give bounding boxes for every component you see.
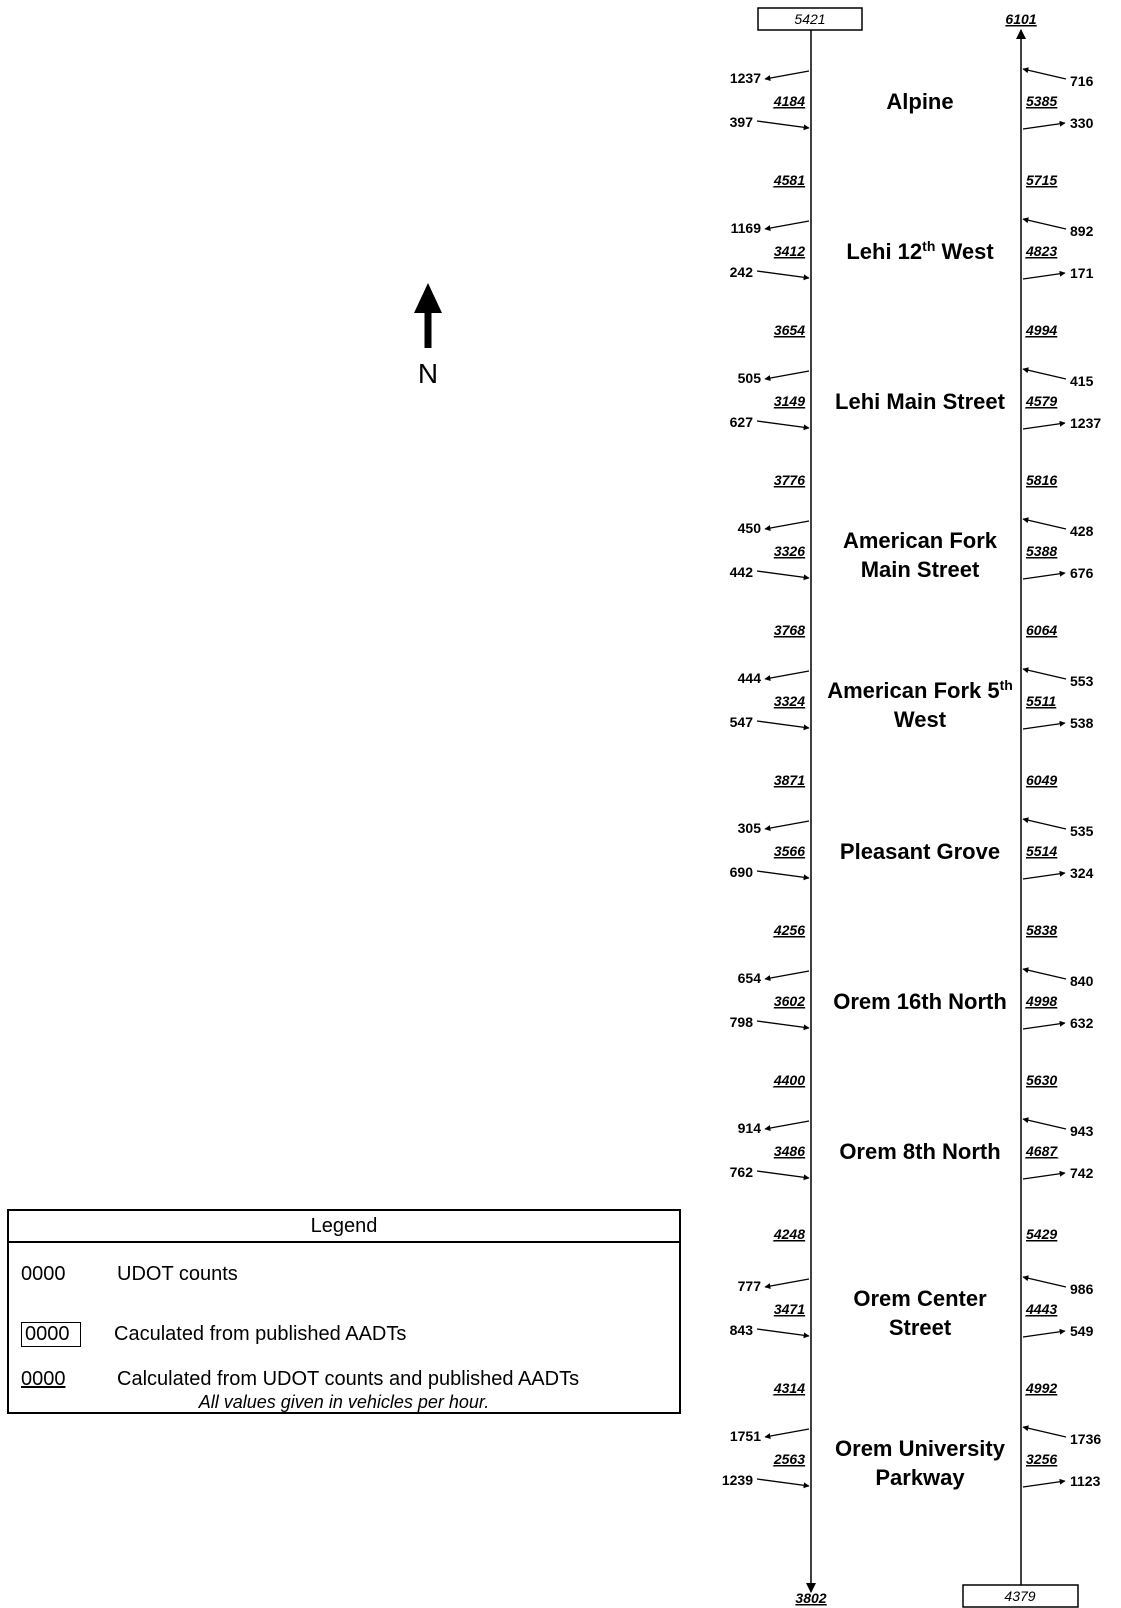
interchange-name: Lehi 12th West — [846, 238, 994, 264]
interchange-name-superscript: th — [922, 238, 936, 254]
nb-on-ramp-value: 986 — [1070, 1281, 1094, 1297]
interchange-name-tail: West — [935, 239, 994, 264]
sb-on-ramp-arrow — [757, 421, 809, 428]
sb-on-ramp-arrow — [757, 871, 809, 878]
legend-title: Legend — [9, 1211, 679, 1243]
sb-on-ramp-value: 397 — [729, 114, 753, 130]
nb-on-ramp-arrow — [1023, 219, 1066, 229]
nb-off-ramp-arrow — [1023, 1481, 1065, 1487]
nb-on-ramp-value: 892 — [1070, 223, 1094, 239]
nb-on-ramp-value: 716 — [1070, 73, 1094, 89]
sb-off-ramp-arrow — [765, 71, 809, 79]
sb-between-segment-value: 3654 — [773, 322, 805, 338]
sb-off-ramp-value: 444 — [737, 670, 761, 686]
nb-off-ramp-value: 632 — [1070, 1015, 1094, 1031]
interchange-name-line2: Street — [888, 1315, 952, 1340]
sb-on-ramp-value: 690 — [729, 864, 753, 880]
interchange-name: Pleasant Grove — [839, 839, 1001, 864]
nb-on-ramp-value: 553 — [1070, 673, 1094, 689]
nb-between-segment-value: 5429 — [1026, 1226, 1058, 1242]
nb-mid-segment-value: 4823 — [1026, 243, 1058, 259]
legend-text-aadt: Caculated from published AADTs — [114, 1323, 407, 1345]
interchange-name-line2: West — [893, 707, 947, 732]
sb-between-segment-value: 3776 — [773, 472, 805, 488]
interchange-name: American Fork 5th — [827, 677, 1013, 703]
sb-on-ramp-arrow — [757, 271, 809, 278]
nb-on-ramp-arrow — [1023, 519, 1066, 529]
sb-mid-segment-value: 3471 — [773, 1301, 805, 1317]
sb-on-ramp-arrow — [757, 1329, 809, 1336]
nb-on-ramp-arrow — [1023, 1119, 1066, 1129]
sb-on-ramp-arrow — [757, 121, 809, 128]
legend — [7, 1209, 681, 1414]
sb-mid-segment-value: 3324 — [773, 693, 805, 709]
sb-on-ramp-value: 627 — [729, 414, 753, 430]
nb-between-segment-value: 6064 — [1026, 622, 1058, 638]
sb-on-ramp-value: 762 — [729, 1164, 753, 1180]
nb-off-ramp-arrow — [1023, 1023, 1065, 1029]
sb-between-segment-value: 4248 — [773, 1226, 805, 1242]
sb-on-ramp-arrow — [757, 1171, 809, 1178]
north-label: N — [417, 358, 439, 389]
interchange-name: Alpine — [886, 89, 954, 114]
interchange-name: Orem 16th North — [833, 989, 1007, 1014]
interchange-name: Lehi Main Street — [835, 389, 1005, 414]
nb-on-ramp-value: 428 — [1070, 523, 1094, 539]
southbound-start-value: 5421 — [794, 11, 826, 27]
legend-note: All values given in vehicles per hour. — [198, 1392, 490, 1412]
sb-off-ramp-value: 654 — [737, 970, 761, 986]
nb-mid-segment-value: 4998 — [1026, 993, 1058, 1009]
sb-mid-segment-value: 3412 — [773, 243, 805, 259]
sb-off-ramp-arrow — [765, 1429, 809, 1437]
sb-mid-segment-value: 3486 — [773, 1143, 805, 1159]
sb-on-ramp-value: 442 — [729, 564, 753, 580]
nb-off-ramp-value: 538 — [1070, 715, 1094, 731]
nb-on-ramp-arrow — [1023, 969, 1066, 979]
nb-on-ramp-value: 415 — [1070, 373, 1094, 389]
nb-off-ramp-arrow — [1023, 1173, 1065, 1179]
sb-off-ramp-arrow — [765, 821, 809, 829]
sb-on-ramp-arrow — [757, 1021, 809, 1028]
sb-off-ramp-arrow — [765, 221, 809, 229]
sb-off-ramp-arrow — [765, 1279, 809, 1287]
interchange-name: American Fork — [842, 528, 998, 553]
sb-mid-segment-value: 3326 — [773, 543, 805, 559]
sb-off-ramp-value: 1751 — [729, 1428, 761, 1444]
nb-off-ramp-value: 171 — [1070, 265, 1094, 281]
nb-between-segment-value: 5630 — [1026, 1072, 1058, 1088]
sb-off-ramp-value: 1169 — [730, 220, 761, 236]
north-arrow-icon — [414, 283, 442, 313]
legend-sample-plain: 0000 — [21, 1263, 66, 1285]
sb-mid-segment-value: 4184 — [773, 93, 805, 109]
nb-on-ramp-value: 1736 — [1070, 1431, 1102, 1447]
nb-mid-segment-value: 5511 — [1026, 693, 1057, 709]
nb-off-ramp-arrow — [1023, 273, 1065, 279]
nb-mid-segment-value: 4443 — [1026, 1301, 1058, 1317]
sb-on-ramp-value: 547 — [729, 714, 753, 730]
nb-between-segment-value: 5715 — [1026, 172, 1058, 188]
sb-off-ramp-arrow — [765, 671, 809, 679]
interchange-name: Orem University — [835, 1436, 1005, 1461]
sb-off-ramp-arrow — [765, 971, 809, 979]
sb-off-ramp-arrow — [765, 1121, 809, 1129]
nb-off-ramp-arrow — [1023, 723, 1065, 729]
legend-row-aadt — [21, 1322, 406, 1347]
nb-off-ramp-value: 676 — [1070, 565, 1094, 581]
nb-between-segment-value: 5838 — [1026, 922, 1058, 938]
sb-on-ramp-value: 843 — [729, 1322, 753, 1338]
nb-on-ramp-value: 840 — [1070, 973, 1094, 989]
nb-off-ramp-value: 742 — [1070, 1165, 1094, 1181]
sb-between-segment-value: 4256 — [773, 922, 805, 938]
sb-between-segment-value: 3871 — [773, 772, 805, 788]
nb-off-ramp-value: 1237 — [1070, 415, 1102, 431]
northbound-start-value: 4379 — [1004, 1588, 1036, 1604]
nb-off-ramp-arrow — [1023, 573, 1065, 579]
nb-mid-segment-value: 3256 — [1026, 1451, 1058, 1467]
nb-off-ramp-arrow — [1023, 423, 1065, 429]
sb-on-ramp-value: 1239 — [721, 1472, 753, 1488]
nb-off-ramp-value: 549 — [1070, 1323, 1094, 1339]
interchange-name: Orem Center — [853, 1286, 987, 1311]
legend-text-udot-counts: UDOT counts — [117, 1263, 238, 1285]
interchange-name: Orem 8th North — [839, 1139, 1001, 1164]
nb-on-ramp-value: 535 — [1070, 823, 1094, 839]
nb-on-ramp-arrow — [1023, 69, 1066, 79]
nb-off-ramp-arrow — [1023, 1331, 1065, 1337]
sb-between-segment-value: 3768 — [773, 622, 805, 638]
legend-sample-underlined: 0000 — [21, 1368, 66, 1390]
sb-off-ramp-value: 505 — [737, 370, 761, 386]
nb-mid-segment-value: 5388 — [1026, 543, 1058, 559]
sb-mid-segment-value: 2563 — [773, 1451, 805, 1467]
sb-mid-segment-value: 3602 — [773, 993, 805, 1009]
sb-off-ramp-arrow — [765, 371, 809, 379]
sb-between-segment-value: 4400 — [773, 1072, 805, 1088]
nb-off-ramp-arrow — [1023, 123, 1065, 129]
sb-mid-segment-value: 3566 — [773, 843, 805, 859]
nb-mid-segment-value: 5514 — [1026, 843, 1058, 859]
sb-off-ramp-value: 914 — [737, 1120, 761, 1136]
interchanges — [722, 69, 1102, 1490]
legend-row-combined — [21, 1368, 579, 1391]
legend-row-udot-counts — [21, 1263, 238, 1286]
sb-on-ramp-value: 242 — [729, 264, 753, 280]
legend-sample-boxed: 0000 — [21, 1322, 81, 1347]
sb-on-ramp-arrow — [757, 721, 809, 728]
nb-between-segment-value: 4994 — [1026, 322, 1058, 338]
sb-on-ramp-value: 798 — [729, 1014, 753, 1030]
northbound-end-value: 6101 — [1005, 11, 1037, 27]
interchange-name-line2: Parkway — [875, 1465, 965, 1490]
nb-on-ramp-arrow — [1023, 1277, 1066, 1287]
sb-off-ramp-value: 450 — [737, 520, 761, 536]
southbound-end-value: 3802 — [795, 1590, 827, 1606]
nb-between-segment-value: 4992 — [1026, 1380, 1058, 1396]
sb-between-segment-value: 4314 — [773, 1380, 805, 1396]
nb-mid-segment-value: 4579 — [1026, 393, 1058, 409]
sb-mid-segment-value: 3149 — [773, 393, 805, 409]
nb-on-ramp-value: 943 — [1070, 1123, 1094, 1139]
nb-between-segment-value: 5816 — [1026, 472, 1058, 488]
nb-on-ramp-arrow — [1023, 669, 1066, 679]
interchange-name-line2: Main Street — [860, 557, 980, 582]
sb-off-ramp-value: 777 — [737, 1278, 761, 1294]
nb-mid-segment-value: 4687 — [1026, 1143, 1058, 1159]
nb-on-ramp-arrow — [1023, 819, 1066, 829]
sb-off-ramp-arrow — [765, 521, 809, 529]
nb-off-ramp-value: 1123 — [1070, 1473, 1101, 1489]
nb-on-ramp-arrow — [1023, 369, 1066, 379]
nb-between-segment-value: 6049 — [1026, 772, 1058, 788]
sb-between-segment-value: 4581 — [773, 172, 805, 188]
sb-off-ramp-value: 305 — [737, 820, 761, 836]
nb-off-ramp-value: 324 — [1070, 865, 1094, 881]
interchange-name-superscript: th — [999, 677, 1013, 693]
sb-on-ramp-arrow — [757, 1479, 809, 1486]
nb-off-ramp-value: 330 — [1070, 115, 1094, 131]
sb-off-ramp-value: 1237 — [729, 70, 761, 86]
legend-text-combined: Calculated from UDOT counts and published AADTs — [117, 1368, 580, 1390]
sb-on-ramp-arrow — [757, 571, 809, 578]
nb-mid-segment-value: 5385 — [1026, 93, 1058, 109]
nb-on-ramp-arrow — [1023, 1427, 1066, 1437]
nb-off-ramp-arrow — [1023, 873, 1065, 879]
